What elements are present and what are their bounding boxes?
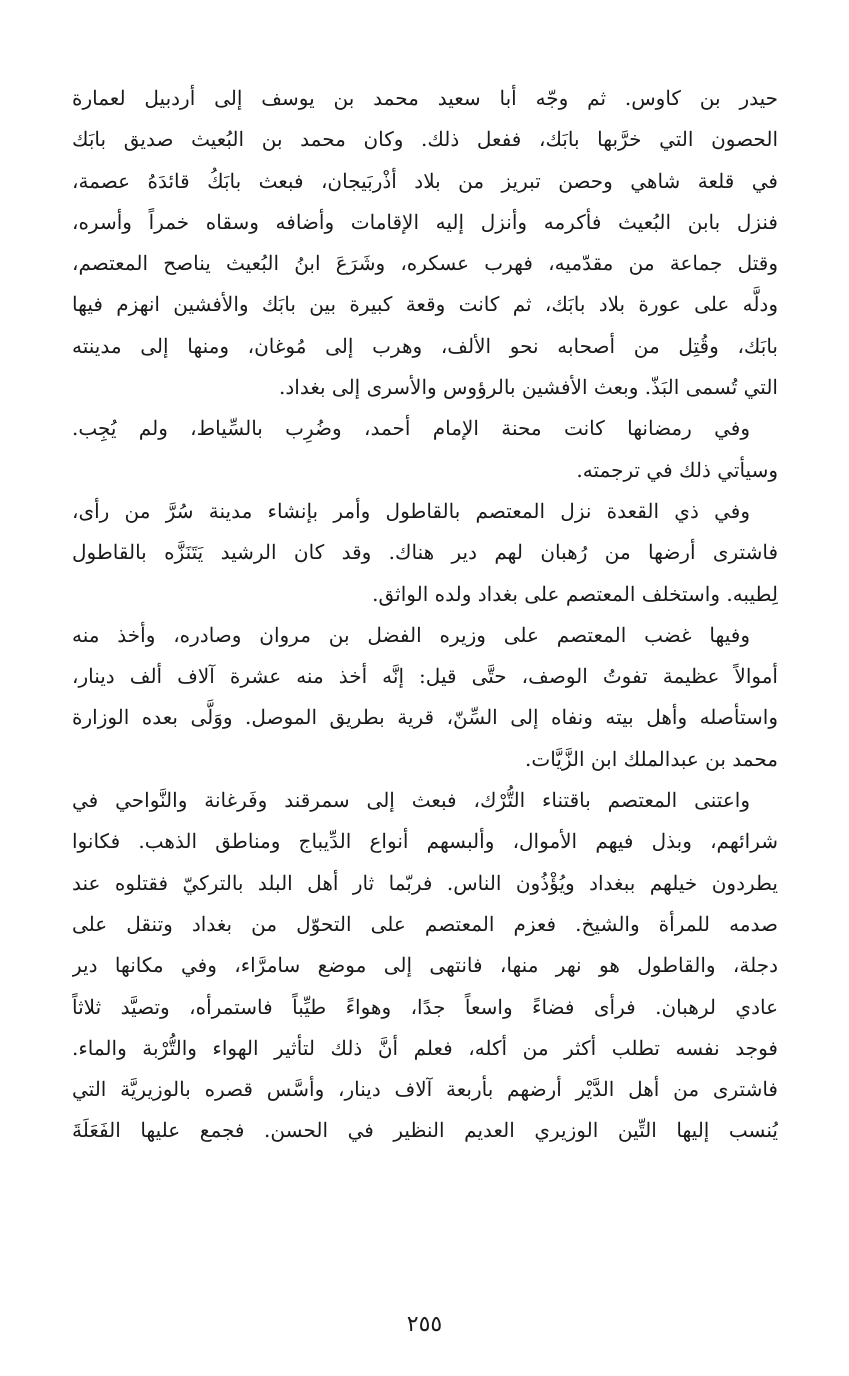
text-line: وسيأتي ذلك في ترجمته. [576, 457, 778, 482]
page-body [72, 78, 778, 1152]
paragraph [72, 615, 778, 780]
paragraph [72, 408, 778, 491]
text-line: وقتل جماعة من مقدّميه، فهرب عسكره، وشَرَعَ ابنُ البُعيث يناصح المعتصم، [72, 251, 778, 276]
text-line: وفيها غضب المعتصم على وزيره الفضل بن مروان وصادره، وأخذ منه [72, 622, 750, 647]
text-line: ودلَّه على عورة بلاد بابَك، ثم كانت وقعة كبيرة بين بابَك والأفشين انهزم فيها [72, 292, 778, 317]
text-line: صدمه للمرأة والشيخ. فعزم المعتصم على التحوّل من بغداد وتنقل على [72, 911, 778, 936]
text-line: لِطيبه. واستخلف المعتصم على بغداد ولده الواثق. [372, 581, 778, 606]
paragraph [72, 780, 778, 1152]
paragraph [72, 491, 778, 615]
text-line: فوجد نفسه تطلب أكثر من أكله، فعلم أنَّ ذلك لتأثير الهواء والتُّرْبة والماء. [72, 1035, 778, 1060]
text-line: دجلة، والقاطول هو نهر منها، فانتهى إلى موضع سامرَّاء، وفي مكانها دير [72, 953, 778, 978]
text-line: حيدر بن كاوس. ثم وجّه أبا سعيد محمد بن يوسف إلى أردبيل لعمارة [72, 86, 778, 110]
page-number: ٢٥٥ [406, 1312, 443, 1337]
text-line: فاشترى من أهل الدَّيْر أرضهم بأربعة آلاف دينار، وأسَّس قصره بالوزيريَّة التي [72, 1077, 778, 1102]
text-line: يُنسب إليها التِّين الوزيري العديم النظير في الحسن. فجمع عليها الفَعَلَةَ [72, 1118, 778, 1143]
text-line: فاشترى أرضها من رُهبان لهم دير هناك. وقد كان الرشيد يَتَنَزَّه بالقاطول [72, 540, 778, 565]
text-line: شرائهم، وبذل فيهم الأموال، وألبسهم أنواع الدِّيباج ومناطق الذهب. فكانوا [72, 829, 778, 854]
text-line: عادي لرهبان. فرأى فضاءً واسعاً جدًا، وهواءً طيِّباً فاستمرأه، وتصيَّد ثلاثاً [72, 994, 778, 1019]
text-line: محمد بن عبدالملك ابن الزَّيَّات. [525, 746, 778, 771]
text-line: يطردون خيلهم ببغداد ويُؤْذُون الناس. فربّما ثار أهل البلد بالتركيّ فقتلوه عند [72, 870, 778, 895]
text-line: واستأصله وأهل بيته ونفاه إلى السِّنّ، قرية بطريق الموصل. ووَلَّى بعده الوزارة [72, 705, 778, 730]
text-line: فنزل بابن البُعيث فأكرمه وأنزل إليه الإقامات وأضافه وسقاه خمراً وأسره، [72, 209, 778, 234]
text-line: وفي رمضانها كانت محنة الإمام أحمد، وضُرِب بالسِّياط، ولم يُجِب. [72, 416, 750, 441]
text-line: التي تُسمى البَذّ. وبعث الأفشين بالرؤوس والأسرى إلى بغداد. [279, 375, 778, 400]
text-line: الحصون التي خرَّبها بابَك، ففعل ذلك. وكان محمد بن البُعيث صديق بابَك [72, 127, 778, 152]
text-line: وفي ذي القعدة نزل المعتصم بالقاطول وأمر بإنشاء مدينة سُرَّ من رأى، [72, 498, 750, 523]
text-line: في قلعة شاهي وحصن تبريز من بلاد أذْربَيجان، فبعث بابَكُ قائدَهُ عصمة، [72, 168, 778, 193]
text-line: بابَك، وقُتِل من أصحابه نحو الألف، وهرب إلى مُوغان، ومنها إلى مدينته [72, 333, 778, 358]
text-line: واعتنى المعتصم باقتناء التُّرْك، فبعث إلى سمرقند وفَرغانة والنَّواحي في [72, 788, 750, 813]
paragraph [72, 78, 778, 408]
text-line: أموالاً عظيمة تفوتُ الوصف، حتَّى قيل: إنَّه أخذ منه عشرة آلاف ألف دينار، [72, 664, 778, 689]
